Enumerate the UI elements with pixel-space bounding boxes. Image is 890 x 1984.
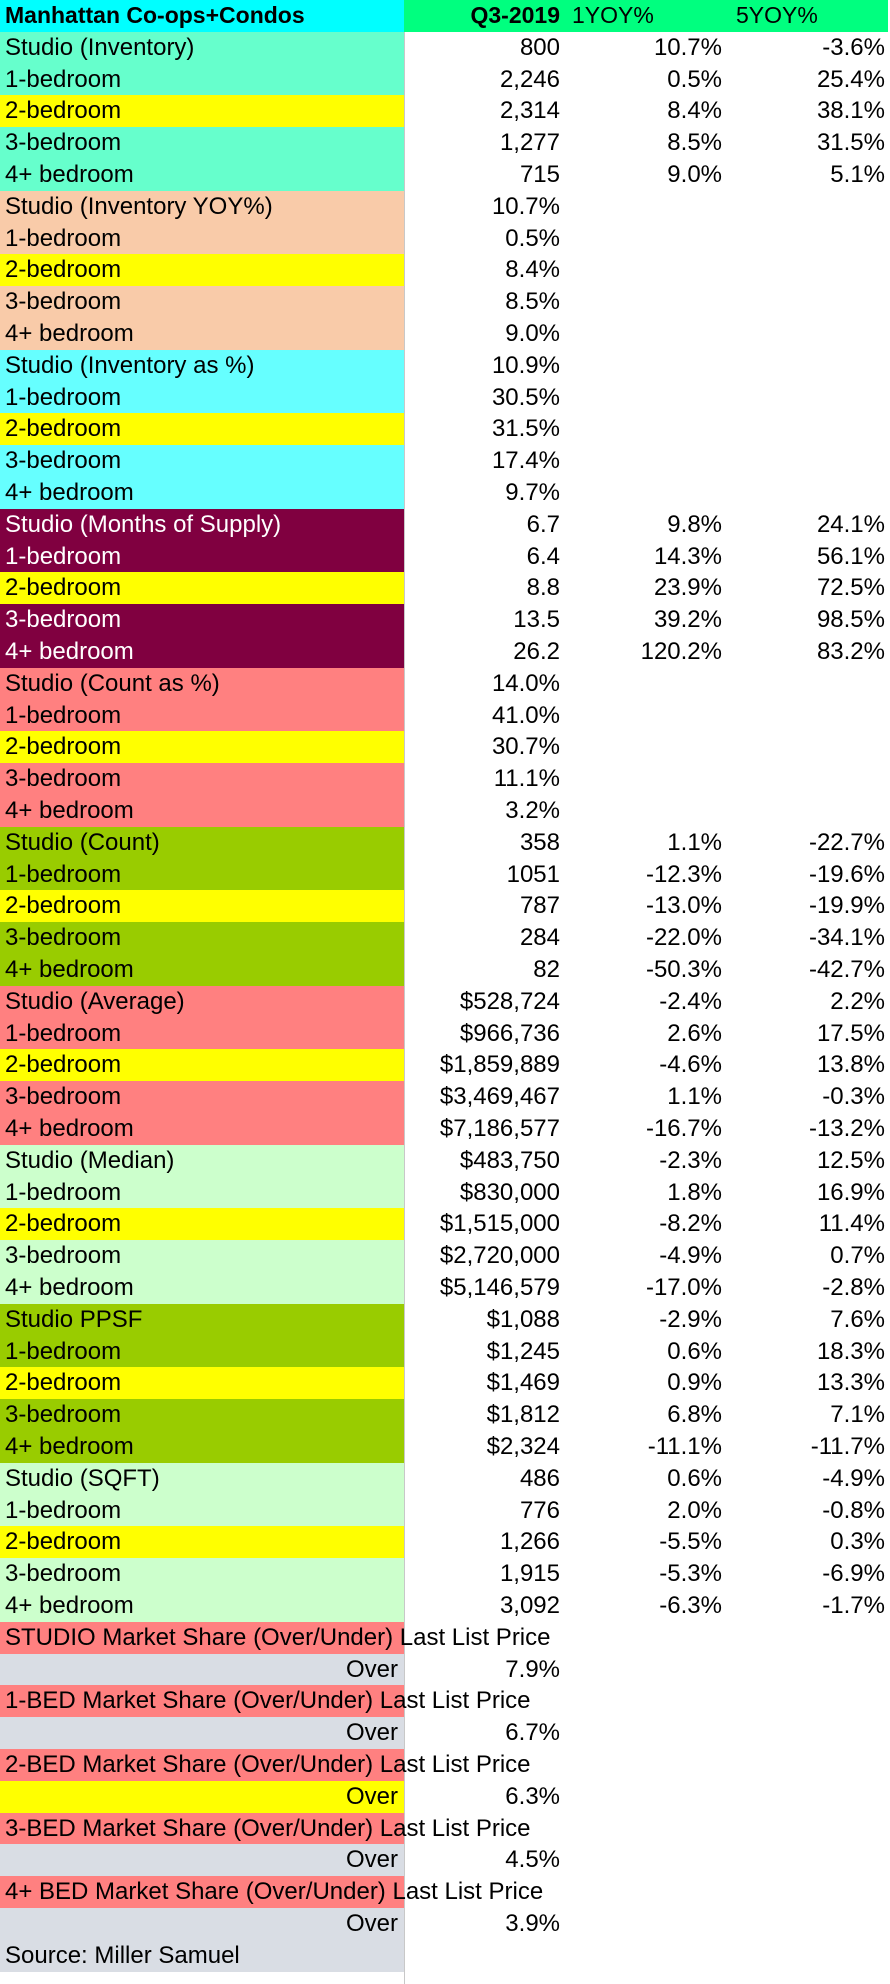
table-row (0, 1431, 890, 1463)
row-value[interactable]: $2,720,000 (439, 1242, 560, 1270)
table-row (0, 223, 890, 255)
source-note[interactable]: Source: Miller Samuel (0, 1940, 404, 1972)
row-yoy5[interactable]: 31.5% (816, 129, 885, 157)
row-value[interactable]: 1,266 (499, 1528, 560, 1556)
row-label[interactable]: 2-bedroom (0, 413, 404, 445)
row-yoy5[interactable]: 13.8% (816, 1051, 885, 1079)
row-label[interactable]: 4+ bedroom (0, 1590, 404, 1622)
row-label[interactable]: 4+ bedroom (0, 1272, 404, 1304)
row-label[interactable]: 3-bedroom (0, 286, 404, 318)
row-yoy5[interactable] (724, 350, 888, 382)
market-share-over-row (0, 1654, 890, 1686)
row-yoy1[interactable]: -2.9% (659, 1305, 722, 1333)
row-value[interactable]: $1,812 (486, 1401, 560, 1429)
row-label[interactable]: Studio (Inventory YOY%) (0, 191, 404, 223)
market-share-over-row (0, 1844, 890, 1876)
row-value[interactable]: 2,246 (499, 65, 560, 93)
row-value[interactable]: 13.5 (513, 606, 560, 634)
row-value[interactable]: $7,186,577 (439, 1115, 560, 1142)
footer-row (0, 1940, 890, 1972)
row-yoy1[interactable]: 6.8% (667, 1401, 722, 1429)
row-yoy5[interactable]: 56.1% (816, 542, 885, 570)
row-yoy1[interactable]: -5.3% (659, 1560, 722, 1588)
row-yoy1[interactable] (564, 350, 724, 382)
row-value[interactable]: 1,915 (499, 1560, 560, 1588)
row-yoy5[interactable]: 7.1% (830, 1401, 885, 1429)
row-yoy5[interactable] (724, 318, 888, 350)
market-share-label[interactable] (5, 1749, 531, 1781)
row-label[interactable]: 3-bedroom (0, 1558, 404, 1590)
row-yoy5[interactable] (724, 477, 888, 509)
row-yoy5[interactable]: -2.8% (822, 1274, 885, 1301)
row-label[interactable]: 4+ bedroom (0, 795, 404, 827)
row-value[interactable]: 800 (519, 33, 560, 61)
row-yoy5[interactable]: -11.7% (810, 1433, 885, 1460)
row-value[interactable]: 82 (533, 956, 560, 983)
row-label[interactable]: 4+ bedroom (0, 1113, 404, 1145)
row-yoy5[interactable] (724, 731, 888, 763)
row-value[interactable]: 17.4% (491, 447, 560, 475)
row-yoy1[interactable]: 9.8% (667, 510, 722, 538)
row-value[interactable]: $2,324 (486, 1433, 560, 1460)
table-row (0, 986, 890, 1018)
row-yoy1[interactable] (564, 254, 724, 286)
header-period[interactable]: Q3-2019 (404, 0, 564, 32)
row-value[interactable]: 715 (519, 161, 560, 188)
row-value[interactable]: 30.7% (491, 733, 560, 761)
market-share-value[interactable]: 6.3% (505, 1782, 560, 1810)
row-yoy1[interactable]: 2.6% (667, 1019, 722, 1047)
row-label[interactable]: 1-bedroom (0, 700, 404, 732)
row-yoy5[interactable] (724, 254, 888, 286)
row-value[interactable]: 9.0% (505, 320, 560, 347)
row-label[interactable]: 1-bedroom (0, 1336, 404, 1368)
table-row (0, 1240, 890, 1272)
table-row (0, 254, 890, 286)
table-row (0, 445, 890, 477)
table-row (0, 859, 890, 891)
row-label[interactable]: Studio (Median) (0, 1145, 404, 1177)
row-yoy1[interactable] (564, 731, 724, 763)
row-value[interactable]: 10.7% (491, 192, 560, 220)
row-value[interactable]: 14.0% (491, 669, 560, 697)
row-yoy5[interactable]: -4.9% (822, 1464, 885, 1492)
row-yoy5[interactable]: -34.1% (808, 924, 885, 952)
row-yoy1[interactable]: -13.0% (645, 892, 722, 920)
row-yoy5[interactable]: -42.7% (808, 956, 885, 983)
table-row (0, 1049, 890, 1081)
row-yoy5[interactable]: -3.6% (822, 33, 885, 61)
row-yoy5[interactable]: 98.5% (816, 606, 885, 634)
row-yoy5[interactable] (724, 191, 888, 223)
row-label[interactable]: Studio (Inventory) (0, 32, 404, 64)
row-yoy5[interactable] (724, 413, 888, 445)
row-value[interactable]: 31.5% (491, 415, 560, 443)
market-share-label[interactable] (5, 1876, 543, 1908)
market-share-value[interactable]: 4.5% (505, 1846, 560, 1874)
row-label[interactable]: 1-bedroom (0, 64, 404, 96)
market-share-label-text: 2-BED Market Share (Over/Under) Last List Price (5, 1751, 531, 1778)
market-share-label[interactable] (5, 1622, 550, 1654)
table-row (0, 827, 890, 859)
market-share-label-row (0, 1685, 890, 1717)
row-yoy5[interactable]: 0.7% (830, 1242, 885, 1270)
row-value[interactable]: 3,092 (499, 1592, 560, 1619)
row-value[interactable]: 358 (519, 828, 560, 856)
row-label[interactable]: 4+ bedroom (0, 477, 404, 509)
market-share-label-row (0, 1813, 890, 1845)
market-share-label-text: 1-BED Market Share (Over/Under) Last List Price (5, 1687, 531, 1715)
row-label[interactable]: 2-bedroom (0, 1367, 404, 1399)
table-row (0, 636, 890, 668)
table-row (0, 572, 890, 604)
row-yoy1[interactable] (564, 700, 724, 732)
market-share-over-label[interactable]: Over (0, 1908, 404, 1940)
table-row (0, 95, 890, 127)
row-label[interactable]: 2-bedroom (0, 254, 404, 286)
row-label[interactable]: 2-bedroom (0, 95, 404, 127)
market-share-label-row (0, 1876, 890, 1908)
row-value[interactable]: 30.5% (491, 383, 560, 411)
row-yoy5[interactable]: -0.8% (822, 1496, 885, 1524)
table-row (0, 127, 890, 159)
row-label[interactable]: 3-bedroom (0, 1240, 404, 1272)
row-value[interactable]: $1,515,000 (439, 1210, 560, 1238)
row-yoy5[interactable]: -6.9% (822, 1560, 885, 1588)
table-row (0, 32, 890, 64)
table-row (0, 350, 890, 382)
table-row (0, 1018, 890, 1050)
market-share-over-label[interactable]: Over (0, 1654, 404, 1686)
row-yoy1[interactable] (564, 413, 724, 445)
row-yoy1[interactable]: -4.9% (659, 1242, 722, 1270)
row-yoy1[interactable] (564, 286, 724, 318)
row-value[interactable]: $528,724 (459, 987, 560, 1015)
row-yoy1[interactable]: -22.0% (645, 924, 722, 952)
row-label[interactable]: 1-bedroom (0, 1177, 404, 1209)
row-yoy1[interactable]: 14.3% (653, 542, 722, 570)
table-row (0, 1336, 890, 1368)
row-label[interactable]: Studio (Count) (0, 827, 404, 859)
header-title[interactable]: Manhattan Co-ops+Condos (0, 0, 404, 32)
row-label[interactable]: 4+ bedroom (0, 954, 404, 986)
row-yoy1[interactable] (564, 382, 724, 414)
row-yoy1[interactable]: 9.0% (667, 161, 722, 188)
table-row (0, 1272, 890, 1304)
row-yoy1[interactable]: 0.6% (667, 1337, 722, 1365)
table-row (0, 700, 890, 732)
row-label[interactable]: Studio (SQFT) (0, 1463, 404, 1495)
row-yoy5[interactable] (724, 700, 888, 732)
table-row (0, 1590, 890, 1622)
row-label[interactable]: 2-bedroom (0, 1049, 404, 1081)
row-yoy1[interactable]: 1.1% (667, 828, 722, 856)
row-yoy1[interactable]: 10.7% (653, 33, 722, 61)
row-value[interactable]: $1,859,889 (439, 1051, 560, 1079)
table-row (0, 922, 890, 954)
row-value[interactable]: 0.5% (505, 224, 560, 252)
row-value[interactable]: $1,245 (486, 1337, 560, 1365)
market-share-over-label[interactable]: Over (0, 1844, 404, 1876)
row-yoy5[interactable]: 38.1% (816, 97, 885, 125)
row-yoy1[interactable]: 8.4% (667, 97, 722, 125)
row-label[interactable]: 1-bedroom (0, 223, 404, 255)
row-yoy5[interactable] (724, 668, 888, 700)
table-row (0, 1526, 890, 1558)
row-value[interactable]: 3.2% (505, 797, 560, 824)
row-label[interactable]: Studio (Average) (0, 986, 404, 1018)
market-share-label-row (0, 1622, 890, 1654)
row-yoy1[interactable] (564, 318, 724, 350)
row-label[interactable]: 3-bedroom (0, 445, 404, 477)
row-yoy1[interactable]: 23.9% (653, 574, 722, 602)
row-value[interactable]: 1051 (506, 860, 560, 888)
row-value[interactable]: 776 (519, 1496, 560, 1524)
market-share-value[interactable]: 7.9% (505, 1655, 560, 1683)
market-share-value[interactable]: 6.7% (505, 1719, 560, 1747)
row-yoy1[interactable]: -50.3% (645, 956, 722, 983)
row-label[interactable]: 2-bedroom (0, 572, 404, 604)
header-row (0, 0, 890, 32)
row-yoy5[interactable]: 7.6% (830, 1305, 885, 1333)
row-label[interactable]: 3-bedroom (0, 127, 404, 159)
table-row (0, 1208, 890, 1240)
row-value[interactable]: 26.2 (513, 638, 560, 665)
table-row (0, 413, 890, 445)
row-yoy1[interactable]: 0.9% (667, 1369, 722, 1397)
row-yoy5[interactable]: -19.9% (808, 892, 885, 920)
row-yoy5[interactable]: 5.1% (830, 161, 885, 188)
row-value[interactable]: $1,469 (486, 1369, 560, 1397)
row-yoy5[interactable]: -13.2% (808, 1115, 885, 1142)
table-row (0, 731, 890, 763)
market-share-label-text: 4+ BED Market Share (Over/Under) Last List Price (5, 1878, 544, 1906)
table-row (0, 1495, 890, 1527)
market-share-label[interactable] (5, 1685, 531, 1717)
table-row (0, 890, 890, 922)
table-row (0, 1304, 890, 1336)
market-share-label[interactable] (5, 1813, 531, 1845)
row-value[interactable]: $5,146,579 (439, 1274, 560, 1301)
row-yoy1[interactable]: -5.5% (659, 1528, 722, 1556)
table-row (0, 1399, 890, 1431)
row-yoy5[interactable]: 72.5% (816, 574, 885, 602)
row-value[interactable]: 2,314 (499, 97, 560, 125)
row-yoy5[interactable]: 25.4% (816, 65, 885, 93)
table-row (0, 763, 890, 795)
row-yoy1[interactable]: -12.3% (645, 860, 722, 888)
table-row (0, 286, 890, 318)
row-label[interactable]: 1-bedroom (0, 1018, 404, 1050)
row-label[interactable]: 3-bedroom (0, 763, 404, 795)
table-row (0, 1463, 890, 1495)
row-yoy5[interactable]: -1.7% (822, 1592, 885, 1619)
row-value[interactable]: $830,000 (459, 1178, 560, 1206)
row-value[interactable]: 11.1% (493, 765, 560, 793)
row-yoy5[interactable]: -22.7% (808, 828, 885, 856)
row-value[interactable]: 8.8 (526, 574, 560, 602)
row-label[interactable]: Studio (Months of Supply) (0, 509, 404, 541)
market-share-over-row (0, 1781, 890, 1813)
market-share-value[interactable]: 3.9% (505, 1910, 560, 1937)
row-label[interactable]: 1-bedroom (0, 1495, 404, 1527)
table-row (0, 604, 890, 636)
row-yoy5[interactable]: 18.3% (816, 1337, 885, 1365)
market-share-label-text: 3-BED Market Share (Over/Under) Last List Price (5, 1814, 531, 1842)
row-yoy5[interactable] (724, 445, 888, 477)
row-value[interactable]: 6.7 (526, 510, 560, 538)
row-yoy1[interactable]: -6.3% (659, 1592, 722, 1619)
table-row (0, 1367, 890, 1399)
row-yoy5[interactable]: -0.3% (822, 1083, 885, 1111)
row-yoy1[interactable]: 0.5% (667, 65, 722, 93)
table-row (0, 159, 890, 191)
row-label[interactable]: 4+ bedroom (0, 636, 404, 668)
row-yoy1[interactable] (564, 477, 724, 509)
row-yoy5[interactable]: 2.2% (830, 987, 885, 1015)
market-share-label-text: STUDIO Market Share (Over/Under) Last List Price (5, 1623, 551, 1651)
row-yoy1[interactable]: 1.1% (667, 1083, 722, 1111)
header-1yoy[interactable]: 1YOY% (564, 0, 724, 32)
row-value[interactable]: $966,736 (459, 1019, 560, 1047)
table-row (0, 954, 890, 986)
row-yoy1[interactable]: -11.1% (647, 1433, 722, 1460)
row-label[interactable]: Studio (Count as %) (0, 668, 404, 700)
row-yoy1[interactable]: -8.2% (659, 1210, 722, 1238)
table-row (0, 318, 890, 350)
header-5yoy[interactable]: 5YOY% (724, 0, 888, 32)
row-yoy1[interactable] (564, 795, 724, 827)
row-yoy5[interactable]: 0.3% (830, 1528, 885, 1556)
row-yoy1[interactable]: -2.3% (659, 1146, 722, 1174)
row-yoy1[interactable]: 1.8% (667, 1178, 722, 1206)
row-yoy1[interactable]: -4.6% (659, 1051, 722, 1079)
row-label[interactable]: 2-bedroom (0, 731, 404, 763)
row-label[interactable]: 4+ bedroom (0, 318, 404, 350)
row-value[interactable]: $3,469,467 (439, 1083, 560, 1111)
row-yoy5[interactable]: 83.2% (816, 638, 885, 665)
row-yoy5[interactable] (724, 795, 888, 827)
row-value[interactable]: 787 (519, 892, 560, 920)
row-yoy5[interactable]: 13.3% (816, 1369, 885, 1397)
row-yoy1[interactable]: 2.0% (667, 1496, 722, 1524)
table-row (0, 1177, 890, 1209)
row-label[interactable]: Studio PPSF (0, 1304, 404, 1336)
row-label[interactable]: 1-bedroom (0, 859, 404, 891)
table-row (0, 64, 890, 96)
row-yoy5[interactable] (724, 286, 888, 318)
row-yoy5[interactable]: 24.1% (816, 510, 885, 538)
table-row (0, 382, 890, 414)
table-row (0, 191, 890, 223)
row-label[interactable]: 1-bedroom (0, 541, 404, 573)
row-yoy1[interactable] (564, 191, 724, 223)
row-yoy5[interactable] (724, 382, 888, 414)
row-yoy5[interactable]: 17.5% (816, 1019, 885, 1047)
row-value[interactable]: 486 (519, 1464, 560, 1492)
market-share-over-label[interactable]: Over (0, 1717, 404, 1749)
table-row (0, 509, 890, 541)
market-share-over-label[interactable]: Over (0, 1781, 404, 1813)
table-row (0, 1558, 890, 1590)
table-row (0, 477, 890, 509)
table-row (0, 1145, 890, 1177)
row-value[interactable]: $483,750 (459, 1146, 560, 1174)
row-value[interactable]: 1,277 (499, 129, 560, 157)
row-value[interactable]: 8.4% (505, 256, 560, 284)
row-yoy1[interactable] (564, 223, 724, 255)
row-label[interactable]: 3-bedroom (0, 922, 404, 954)
row-value[interactable]: 9.7% (505, 479, 560, 506)
row-yoy1[interactable] (564, 668, 724, 700)
table-row (0, 668, 890, 700)
row-label[interactable]: 4+ bedroom (0, 1431, 404, 1463)
row-label[interactable]: 1-bedroom (0, 382, 404, 414)
row-value[interactable]: 41.0% (491, 701, 560, 729)
row-value[interactable]: 6.4 (526, 542, 560, 570)
row-yoy5[interactable]: 12.5% (816, 1146, 885, 1174)
row-yoy5[interactable]: 11.4% (818, 1210, 885, 1238)
row-yoy1[interactable]: 8.5% (667, 129, 722, 157)
row-label[interactable]: 2-bedroom (0, 1208, 404, 1240)
row-yoy1[interactable]: 39.2% (653, 606, 722, 634)
row-label[interactable]: 3-bedroom (0, 1081, 404, 1113)
row-label[interactable]: 2-bedroom (0, 1526, 404, 1558)
row-label[interactable]: 2-bedroom (0, 890, 404, 922)
market-share-over-row (0, 1908, 890, 1940)
row-yoy1[interactable]: -2.4% (659, 987, 722, 1015)
row-yoy1[interactable]: -17.0% (645, 1274, 722, 1301)
row-value[interactable]: 8.5% (505, 288, 560, 316)
market-share-over-row (0, 1717, 890, 1749)
row-label[interactable]: Studio (Inventory as %) (0, 350, 404, 382)
row-yoy5[interactable] (724, 223, 888, 255)
row-value[interactable]: 10.9% (491, 351, 560, 379)
row-value[interactable]: $1,088 (486, 1305, 560, 1333)
row-yoy1[interactable] (564, 763, 724, 795)
row-yoy1[interactable]: 120.2% (640, 638, 722, 665)
row-yoy1[interactable]: -16.7% (645, 1115, 722, 1142)
row-label[interactable]: 3-bedroom (0, 604, 404, 636)
row-yoy1[interactable]: 0.6% (667, 1464, 722, 1492)
market-share-label-row (0, 1749, 890, 1781)
row-yoy1[interactable] (564, 445, 724, 477)
row-yoy5[interactable]: 16.9% (816, 1178, 885, 1206)
table-row (0, 1081, 890, 1113)
row-yoy5[interactable] (724, 763, 888, 795)
table-row (0, 1113, 890, 1145)
table-row (0, 541, 890, 573)
row-value[interactable]: 284 (519, 924, 560, 952)
row-label[interactable]: 3-bedroom (0, 1399, 404, 1431)
row-yoy5[interactable]: -19.6% (808, 860, 885, 888)
row-label[interactable]: 4+ bedroom (0, 159, 404, 191)
table-row (0, 795, 890, 827)
